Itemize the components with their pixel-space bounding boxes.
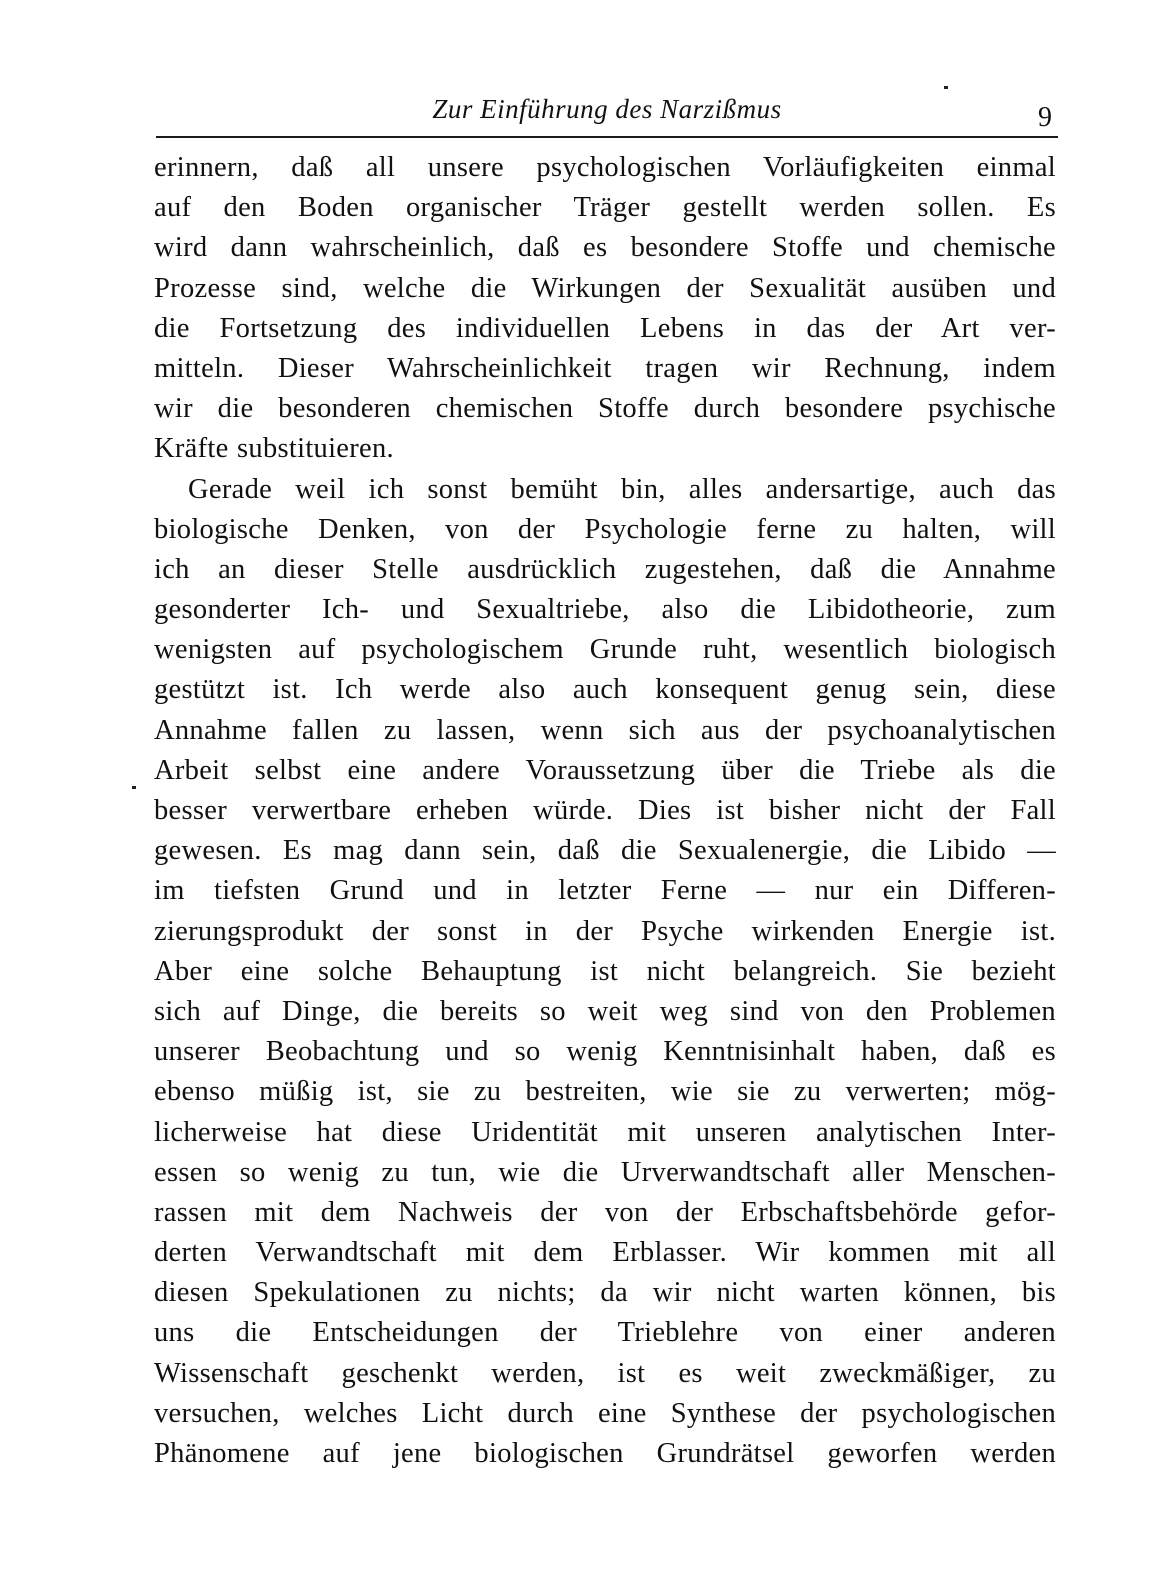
text-line: gewesen. Es mag dann sein, daß die Sexualenergie, die Libido — bbox=[154, 835, 1056, 867]
text-line: die Fortsetzung des individuellen Lebens in das der Art ver- bbox=[154, 312, 1056, 344]
text-line: licherweise hat diese Uridentität mit unseren analytischen Inter- bbox=[154, 1116, 1056, 1148]
text-line: versuchen, welches Licht durch eine Synthese der psychologischen bbox=[154, 1397, 1056, 1429]
text-line: derten Verwandtschaft mit dem Erblasser. Wir kommen mit all bbox=[154, 1237, 1056, 1269]
print-speck bbox=[944, 86, 948, 89]
paragraph-1 bbox=[154, 148, 1056, 470]
text-line: zierungsprodukt der sonst in der Psyche wirkenden Energie ist. bbox=[154, 915, 1056, 947]
text-line: Aber eine solche Behauptung ist nicht belangreich. Sie bezieht bbox=[154, 955, 1056, 987]
text-line: wir die besonderen chemischen Stoffe durch besondere psychische bbox=[154, 393, 1056, 425]
running-header bbox=[156, 92, 1058, 138]
text-line: gestützt ist. Ich werde also auch konsequent genug sein, diese bbox=[154, 674, 1056, 706]
text-line: wenigsten auf psychologischem Grunde ruht, wesentlich biologisch bbox=[154, 634, 1056, 666]
text-line: erinnern, daß all unsere psychologischen Vorläufigkeiten einmal bbox=[154, 152, 1056, 183]
text-line: gesonderter Ich- und Sexualtriebe, also die Libidotheorie, zum bbox=[154, 594, 1056, 626]
print-speck bbox=[132, 786, 136, 789]
body-text bbox=[154, 148, 1056, 1474]
text-line: rassen mit dem Nachweis der von der Erbschaftsbehörde gefor- bbox=[154, 1196, 1056, 1228]
text-line: biologische Denken, von der Psychologie ferne zu halten, will bbox=[154, 513, 1056, 545]
text-line: Gerade weil ich sonst bemüht bin, alles andersartige, auch das bbox=[188, 473, 1056, 505]
page-number: 9 bbox=[1038, 102, 1052, 133]
text-line: Arbeit selbst eine andere Voraussetzung über die Triebe als die bbox=[154, 754, 1056, 786]
running-title: Zur Einführung des Narzißmus bbox=[432, 94, 782, 124]
text-line: mitteln. Dieser Wahrscheinlichkeit tragen wir Rechnung, indem bbox=[154, 352, 1056, 384]
text-line: Prozesse sind, welche die Wirkungen der Sexualität ausüben und bbox=[154, 272, 1056, 304]
text-line: diesen Spekulationen zu nichts; da wir nicht warten können, bis bbox=[154, 1277, 1056, 1309]
text-line: Wissenschaft geschenkt werden, ist es weit zweckmäßiger, zu bbox=[154, 1357, 1056, 1389]
text-line: im tiefsten Grund und in letzter Ferne — nur ein Differen- bbox=[154, 875, 1056, 907]
text-line: besser verwertbare erheben würde. Dies ist bisher nicht der Fall bbox=[154, 795, 1056, 826]
text-line: auf den Boden organischer Träger gestellt werden sollen. Es bbox=[154, 192, 1056, 224]
text-line: Kräfte substituieren. bbox=[154, 433, 394, 465]
text-line: wird dann wahrscheinlich, daß es besondere Stoffe und chemische bbox=[154, 232, 1056, 264]
paragraph-2 bbox=[154, 470, 1056, 1475]
text-line: Phänomene auf jene biologischen Grundrätsel geworfen werden bbox=[154, 1438, 1056, 1469]
text-line: uns die Entscheidungen der Trieblehre von einer anderen bbox=[154, 1317, 1056, 1349]
text-line: sich auf Dinge, die bereits so weit weg sind von den Problemen bbox=[154, 995, 1056, 1027]
text-line: Annahme fallen zu lassen, wenn sich aus der psychoanalytischen bbox=[154, 714, 1056, 746]
text-line: ich an dieser Stelle ausdrücklich zugestehen, daß die Annahme bbox=[154, 553, 1056, 585]
text-line: unserer Beobachtung und so wenig Kenntnisinhalt haben, daß es bbox=[154, 1036, 1056, 1068]
text-line: ebenso müßig ist, sie zu bestreiten, wie sie zu verwerten; mög- bbox=[154, 1076, 1056, 1108]
text-line: essen so wenig zu tun, wie die Urverwandtschaft aller Menschen- bbox=[154, 1156, 1056, 1188]
